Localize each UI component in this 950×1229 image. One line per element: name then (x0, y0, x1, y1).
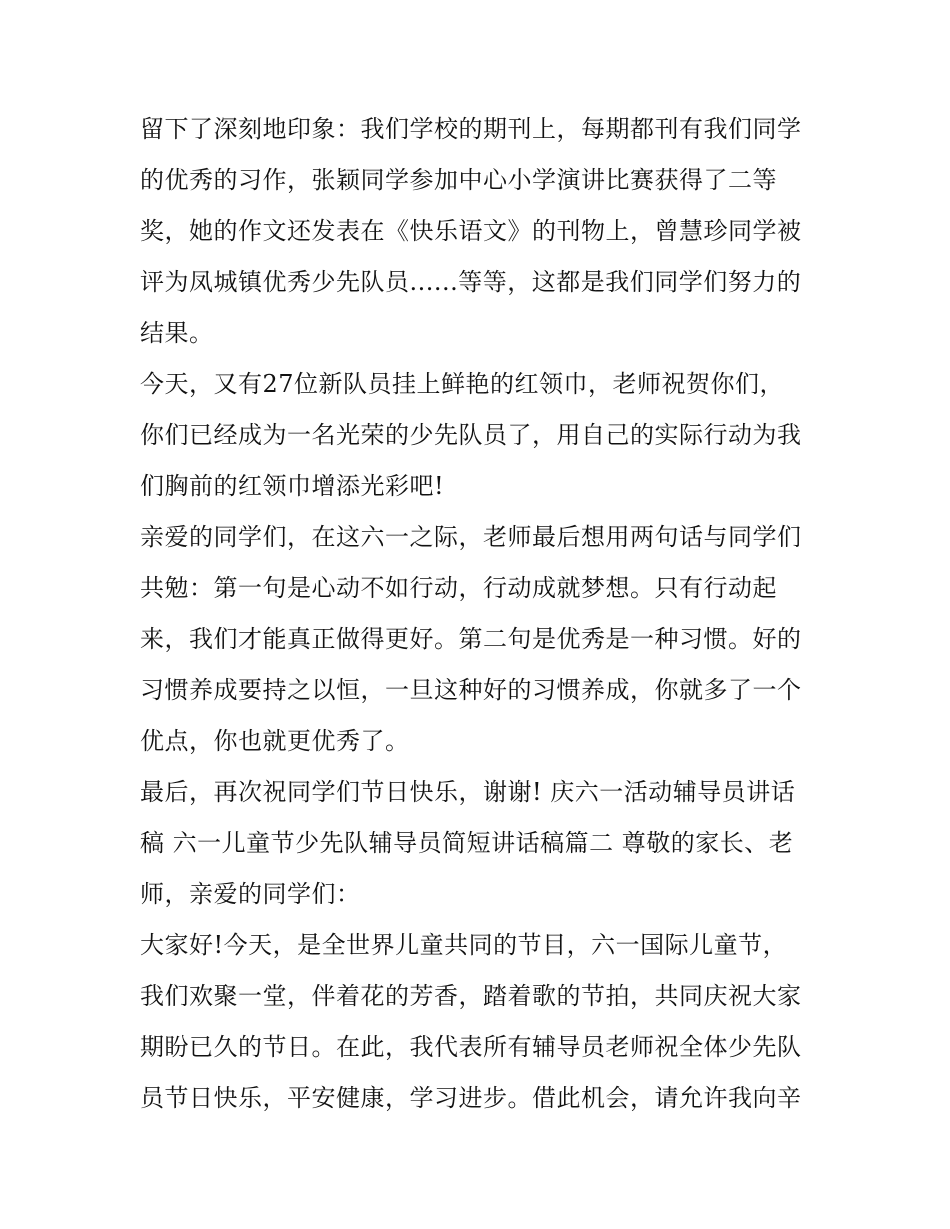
text-line: 期盼已久的节日。在此，我代表所有辅导员老师祝全体少先队 (140, 1033, 802, 1061)
text-line: 最后，再次祝同学们节日快乐，谢谢! 庆六一活动辅导员讲话 (140, 778, 796, 806)
text-line: 奖，她的作文还发表在《快乐语文》的刊物上，曾慧珍同学被 (140, 217, 802, 245)
text-line: 评为凤城镇优秀少先队员......等等，这都是我们同学们努力的 (140, 268, 802, 296)
text-line: 们胸前的红领巾增添光彩吧! (140, 472, 445, 500)
text-line: 来，我们才能真正做得更好。第二句是优秀是一种习惯。好的 (140, 625, 802, 653)
text-line: 员节日快乐，平安健康，学习进步。借此机会，请允许我向辛 (140, 1084, 802, 1112)
text-line: 亲爱的同学们，在这六一之际，老师最后想用两句话与同学们 (140, 523, 802, 551)
text-line: 留下了深刻地印象：我们学校的期刊上，每期都刊有我们同学 (140, 115, 802, 143)
text-line: 今天，又有27位新队员挂上鲜艳的红领巾，老师祝贺你们， (140, 370, 785, 398)
body-text (140, 104, 820, 1124)
text-line: 习惯养成要持之以恒，一旦这种好的习惯养成，你就多了一个 (140, 676, 802, 704)
text-line: 结果。 (140, 319, 214, 347)
text-line: 你们已经成为一名光荣的少先队员了，用自己的实际行动为我 (140, 421, 802, 449)
text-line: 的优秀的习作，张颖同学参加中心小学演讲比赛获得了二等 (140, 166, 777, 194)
text-line: 共勉：第一句是心动不如行动，行动成就梦想。只有行动起 (140, 574, 777, 602)
text-line: 优点，你也就更优秀了。 (140, 727, 410, 755)
text-line: 我们欢聚一堂，伴着花的芳香，踏着歌的节拍，共同庆祝大家 (140, 982, 802, 1010)
text-line: 大家好!今天，是全世界儿童共同的节目，六一国际儿童节， (140, 931, 788, 959)
text-line: 师，亲爱的同学们： (140, 880, 361, 908)
text-line: 稿 六一儿童节少先队辅导员简短讲话稿篇二 尊敬的家长、老 (140, 829, 794, 857)
